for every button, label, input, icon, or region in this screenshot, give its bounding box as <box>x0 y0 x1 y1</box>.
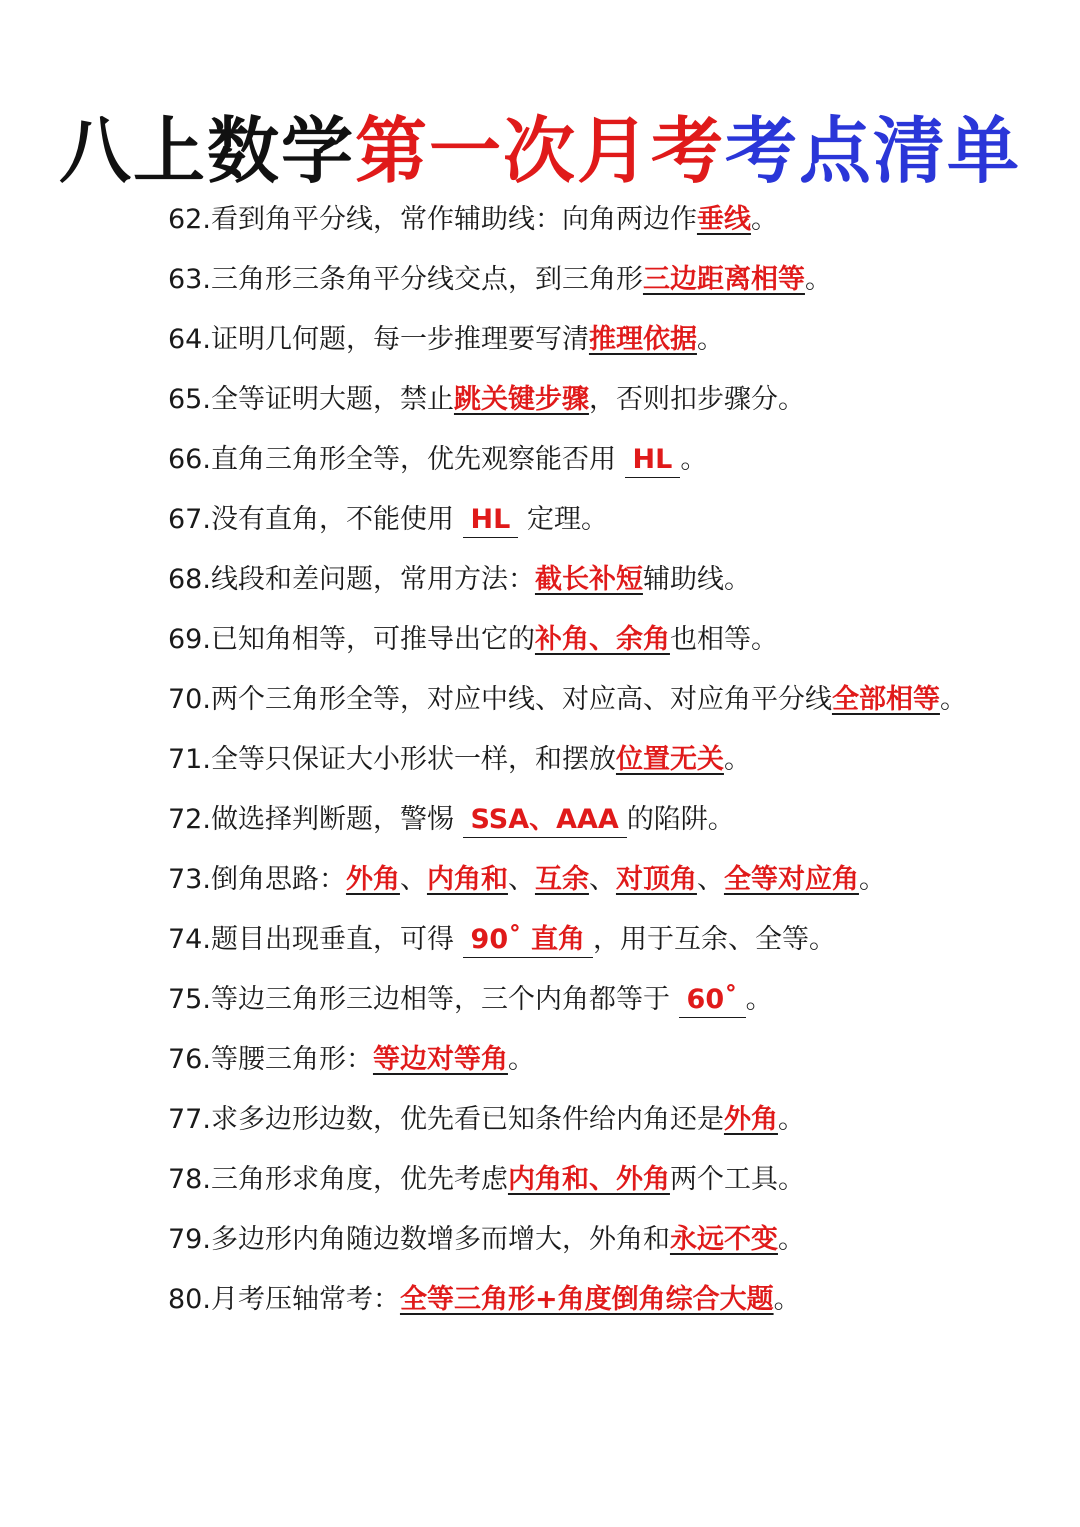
key-points-list <box>168 190 968 1330</box>
list-item <box>168 370 968 430</box>
item-text: 三角形三条角平分线交点，到三角形 <box>210 264 643 295</box>
item-text: 求多边形边数，优先看已知条件给内角还是 <box>210 1104 724 1135</box>
item-number: 65. <box>168 384 211 415</box>
list-item <box>168 490 968 550</box>
item-text: 题目出现垂直，可得 <box>210 924 454 955</box>
item-number: 64. <box>168 324 211 355</box>
item-highlight: 三边距离相等 <box>642 264 805 295</box>
item-text-end: 的陷阱。 <box>626 804 735 835</box>
item-text: 线段和差问题，常用方法： <box>210 564 535 595</box>
item-text: 全等只保证大小形状一样，和摆放 <box>210 744 616 775</box>
item-separator: 、 <box>696 864 724 895</box>
item-text: 已知角相等，可推导出它的 <box>210 624 535 655</box>
item-highlight: SSA、AAA <box>463 803 627 838</box>
item-text: 多边形内角随边数增多而增大，外角和 <box>210 1224 670 1255</box>
item-highlight-corresponding-angles: 全等对应角 <box>723 864 859 895</box>
item-text-end: 。 <box>858 864 886 895</box>
item-text: 三角形求角度，优先考虑 <box>210 1164 508 1195</box>
item-text-end: 定理。 <box>526 504 608 535</box>
item-text: 没有直角，不能使用 <box>210 504 454 535</box>
item-number: 76. <box>168 1044 211 1075</box>
item-highlight: 外角 <box>723 1104 778 1135</box>
list-item <box>168 190 968 250</box>
item-text: 全等证明大题，禁止 <box>210 384 454 415</box>
item-highlight: 全等三角形+角度倒角综合大题 <box>399 1284 774 1315</box>
item-text-end: 辅助线。 <box>642 564 751 595</box>
item-highlight: 内角和、外角 <box>507 1164 670 1195</box>
item-highlight: 等边对等角 <box>372 1044 508 1075</box>
list-item <box>168 790 968 850</box>
item-separator: 、 <box>588 864 616 895</box>
item-text: 证明几何题，每一步推理要写清 <box>210 324 589 355</box>
item-number: 69. <box>168 624 211 655</box>
item-text: 两个三角形全等，对应中线、对应高、对应角平分线 <box>210 684 832 715</box>
list-item <box>168 1210 968 1270</box>
item-highlight: 补角、余角 <box>534 624 670 655</box>
item-highlight-angle-sum: 内角和 <box>426 864 508 895</box>
list-item <box>168 670 968 730</box>
item-highlight-vertical-angles: 对顶角 <box>615 864 697 895</box>
list-item <box>168 730 968 790</box>
item-text: 等边三角形三边相等，三个内角都等于 <box>210 984 670 1015</box>
list-item <box>168 610 968 670</box>
page-title <box>0 108 1080 194</box>
item-number: 67. <box>168 504 211 535</box>
list-item <box>168 970 968 1030</box>
item-highlight: 垂线 <box>696 204 751 235</box>
item-text: 看到角平分线，常作辅助线：向角两边作 <box>210 204 697 235</box>
item-text-end: ，否则扣步骤分。 <box>588 384 805 415</box>
title-part-exam: 第一次月考 <box>354 109 725 193</box>
item-number: 77. <box>168 1104 211 1135</box>
item-highlight: 位置无关 <box>615 744 724 775</box>
item-highlight: 跳关键步骤 <box>453 384 589 415</box>
item-number: 80. <box>168 1284 211 1315</box>
list-item <box>168 310 968 370</box>
item-text-end: 。 <box>745 984 773 1015</box>
item-text-end: 两个工具。 <box>669 1164 805 1195</box>
item-number: 62. <box>168 204 211 235</box>
item-text-end: 。 <box>777 1224 805 1255</box>
list-item <box>168 1030 968 1090</box>
item-text-end: 。 <box>723 744 751 775</box>
item-number: 79. <box>168 1224 211 1255</box>
item-text: 月考压轴常考： <box>210 1284 400 1315</box>
item-highlight: 推理依据 <box>588 324 697 355</box>
item-text-end: 。 <box>750 204 778 235</box>
item-text-end: 。 <box>507 1044 535 1075</box>
title-part-grade: 八上数学 <box>58 109 355 193</box>
item-highlight: 截长补短 <box>534 564 643 595</box>
item-number: 74. <box>168 924 211 955</box>
item-separator: 、 <box>399 864 427 895</box>
item-text: 等腰三角形： <box>210 1044 373 1075</box>
list-item <box>168 1090 968 1150</box>
item-text-end: 。 <box>939 684 967 715</box>
item-highlight: 60˚ <box>679 983 746 1018</box>
list-item <box>168 850 968 910</box>
item-highlight: 90˚ 直角 <box>463 923 593 958</box>
item-highlight: 全部相等 <box>831 684 940 715</box>
item-text: 做选择判断题，警惕 <box>210 804 454 835</box>
item-text-end: 。 <box>804 264 832 295</box>
item-text-end: ，用于互余、全等。 <box>593 924 837 955</box>
list-item <box>168 1270 968 1330</box>
item-number: 70. <box>168 684 211 715</box>
item-text-end: 。 <box>773 1284 801 1315</box>
item-highlight-exterior-angle: 外角 <box>345 864 400 895</box>
item-number: 73. <box>168 864 211 895</box>
item-highlight: 永远不变 <box>669 1224 778 1255</box>
item-number: 66. <box>168 444 211 475</box>
list-item <box>168 550 968 610</box>
item-text-end: 。 <box>680 444 708 475</box>
item-number: 78. <box>168 1164 211 1195</box>
item-highlight: HL <box>625 443 681 478</box>
item-text: 直角三角形全等，优先观察能否用 <box>210 444 616 475</box>
item-text-end: 也相等。 <box>669 624 778 655</box>
title-part-checklist: 考点清单 <box>725 109 1022 193</box>
item-text: 倒角思路： <box>210 864 346 895</box>
item-separator: 、 <box>507 864 535 895</box>
list-item <box>168 250 968 310</box>
item-number: 75. <box>168 984 211 1015</box>
list-item <box>168 910 968 970</box>
item-number: 63. <box>168 264 211 295</box>
item-highlight: HL <box>463 503 519 538</box>
item-text-end: 。 <box>777 1104 805 1135</box>
item-text-end: 。 <box>696 324 724 355</box>
list-item <box>168 430 968 490</box>
item-number: 68. <box>168 564 211 595</box>
item-number: 71. <box>168 744 211 775</box>
item-highlight-complementary: 互余 <box>534 864 589 895</box>
item-number: 72. <box>168 804 211 835</box>
list-item <box>168 1150 968 1210</box>
